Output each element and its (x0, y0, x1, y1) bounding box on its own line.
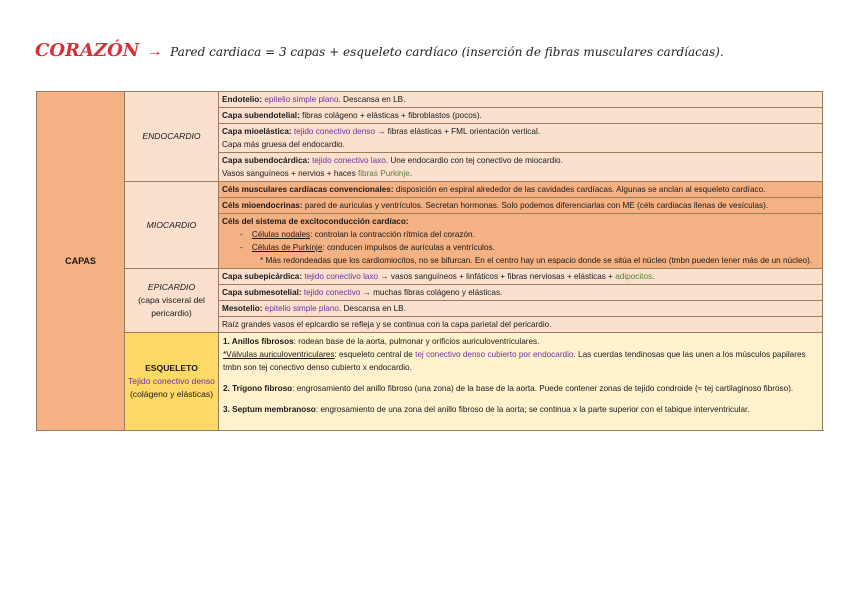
epicardio-title: EPICARDIO (147, 282, 196, 292)
table-row (37, 333, 823, 431)
mioelastica-label: Capa mioelástica: (222, 127, 292, 136)
esqueleto-label (125, 333, 219, 431)
purkinje-note: * Más redondeadas que los cardiomiocitos, no se bifurcan. En el centro hay un espacio donde se sitúa el núcleo (tmbn pueden tener más de un núcleo). (260, 256, 813, 265)
subendotelial-text: fibras colágeno + elásticas + fibroblastos (pocos). (299, 111, 482, 120)
subendocardica-line2a: Vasos sanguíneos + nervios + haces (222, 169, 358, 178)
endotelio-text: . Descansa en LB. (338, 95, 406, 104)
submesotelial-tissue: tejido conectivo (303, 288, 361, 297)
esqueleto-content (219, 333, 823, 431)
subendocardica-tissue: tejido conectivo laxo (312, 156, 386, 165)
trigono-item (223, 382, 818, 395)
table-row (37, 269, 823, 285)
capas-label: CAPAS (37, 92, 125, 431)
subendocardica-label: Capa subendocárdica: (222, 156, 310, 165)
endotelio-tissue: epitelio simple plano (264, 95, 339, 104)
septum-label: 3. Septum membranoso (223, 405, 316, 414)
mioendocrinas-cell (219, 198, 823, 214)
subepicardica-text: → vasos sanguíneos + linfáticos + fibras nerviosas + elásticas + (378, 272, 616, 281)
page-title (35, 40, 724, 61)
bullet-dash: - (240, 230, 243, 239)
convencionales-label: Céls musculares cardíacas convencionales: (222, 185, 394, 194)
adipocitos-text: adipocitos (615, 272, 653, 281)
septum-text: : engrosamiento de una zona del anillo fibroso de la aorta; se continua x la parte superior con el tabique interventricular. (315, 405, 750, 414)
epicardio-subtitle: (capa visceral del pericardio) (138, 295, 205, 318)
subepicardica-tissue: tejido conectivo laxo (304, 272, 379, 281)
valvulas-text-a: : esqueleto central de (334, 350, 416, 359)
purkinje-text: : conducen impulsos de aurículas a ventrículos. (322, 243, 495, 252)
list-item (222, 228, 819, 241)
excitoconduccion-cell (219, 214, 823, 269)
bullet-dash: - (240, 243, 243, 252)
mioelastica-cell (219, 124, 823, 153)
septum-item (223, 403, 818, 416)
trigono-text: : engrosamiento del anillo fibroso (una zona) de la base de la aorta. Puede contener zonas de tejido condroide (≈ tej cartilaginoso fibroso). (292, 384, 794, 393)
mioelastica-tissue: tejido conectivo denso (293, 127, 375, 136)
submesotelial-text: → muchas fibras colágeno y elásticas. (360, 288, 503, 297)
subepicardica-label: Capa subepicárdica: (222, 272, 303, 281)
mioelastica-line2: Capa más gruesa del endocardio. (222, 140, 345, 149)
endotelio-cell (219, 92, 823, 108)
raiz-cell: Raíz grandes vasos el epicardio se refleja y se continua con la capa parietal del pericardio. (219, 317, 823, 333)
anillos-item (223, 335, 818, 348)
convencionales-text: disposición en espiral alrededor de las cavidades cardíacas. Algunas se anclan al esqueleto cardíaco. (393, 185, 766, 194)
trigono-label: 2. Trígono fibroso (223, 384, 293, 393)
mesotelio-tissue: epitelio simple plano (264, 304, 339, 313)
esqueleto-tissue: Tejido conectivo denso (128, 376, 215, 386)
anillos-label: 1. Anillos fibrosos (223, 337, 294, 346)
subendotelial-cell (219, 108, 823, 124)
subepicardica-end: . (652, 272, 655, 281)
anillos-text: : rodean base de la aorta, pulmonar y orificios auriculoventriculares. (293, 337, 540, 346)
submesotelial-cell (219, 285, 823, 301)
valvulas-text-b: . Las cuerdas tendinosas que las unen a los músculos papilares tmbn son tej conectivo denso cubierto x endocardio. (223, 350, 806, 372)
endocardio-label: ENDOCARDIO (125, 92, 219, 182)
mesotelio-label: Mesotelio: (222, 304, 263, 313)
nodales-text: : controlan la contracción rítmica del corazón. (310, 230, 475, 239)
mioendocrinas-label: Céls mioendocrinas: (222, 201, 303, 210)
subendocardica-cell (219, 153, 823, 182)
heart-wall-table (36, 91, 823, 431)
submesotelial-label: Capa submesotelial: (222, 288, 302, 297)
nodales-label: Células nodales (251, 230, 311, 239)
list-item (222, 241, 819, 254)
subendotelial-label: Capa subendotelial: (222, 111, 300, 120)
valvulas-tissue: tej conectivo denso cubierto por endocardio (415, 350, 574, 359)
purkinje-fibers-text: fibras Purkinje (357, 169, 410, 178)
title-subtitle: Pared cardiaca = 3 capas + esqueleto cardíaco (inserción de fibras musculares cardíacas). (170, 45, 724, 59)
table-row (37, 182, 823, 198)
subepicardica-cell (219, 269, 823, 285)
title-main: CORAZÓN (35, 40, 140, 61)
endotelio-label: Endotelio: (222, 95, 263, 104)
valvulas-item (223, 348, 818, 374)
subendocardica-text: . Une endocardio con tej conectivo de miocardio. (385, 156, 563, 165)
sistema-label: Céls del sistema de excitoconducción cardíaco: (222, 217, 409, 226)
purkinje-label: Células de Purkinje (251, 243, 323, 252)
subendocardica-line2c: . (409, 169, 413, 178)
table-row (37, 92, 823, 108)
valvulas-label: *Válvulas auriculoventriculares (223, 350, 335, 359)
esqueleto-title: ESQUELETO (145, 363, 198, 373)
miocardio-label: MIOCARDIO (125, 182, 219, 269)
mioelastica-text: → fibras elásticas + FML orientación vertical. (374, 127, 541, 136)
mesotelio-cell (219, 301, 823, 317)
mesotelio-text: . Descansa en LB. (338, 304, 406, 313)
epicardio-label (125, 269, 219, 333)
arrow-icon: → (146, 43, 163, 60)
esqueleto-tissue-rest: (colágeno y elásticas) (129, 389, 214, 399)
convencionales-cell (219, 182, 823, 198)
mioendocrinas-text: pared de aurículas y ventrículos. Secretan hormonas. Solo podemos diferenciarlas con ME (céls cardiacas llenas de vesículas). (302, 201, 769, 210)
